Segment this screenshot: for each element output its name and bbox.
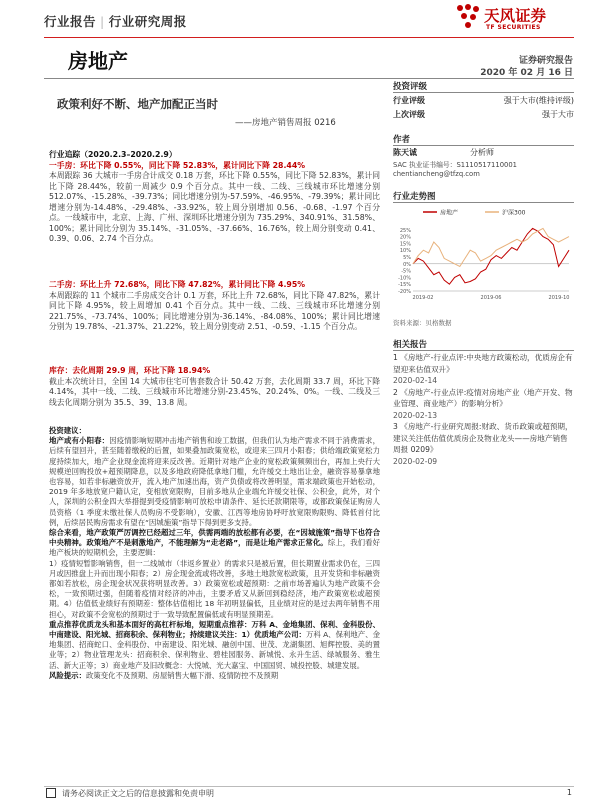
related-item-date: 2020-02-13 — [393, 410, 438, 420]
author-name: 陈天诚 — [393, 148, 417, 157]
investment-paragraph-2 — [49, 528, 380, 559]
y-tick-label: -20% — [398, 289, 411, 295]
rating-value-previous: 强于大市 — [542, 110, 574, 119]
investment-p1-body: 因疫情影响短期冲击地产销售和竣工数据，但我们认为地产需求不同于消费需求，后续有望回升，甚至随着缴税的后置，如果叠加政策宽松，或迎来三四月小阳春；供给端政策宽松力度持续加大，地产企业现金流将迎来反改善。近期针对地产企业的宽松政策频频出台，再加上央行大规模逆回购投放+超预期降息，以及多地政府降低拿地门槛，允许缓交土地出让金，融资容易暴拿地也容易，如若非标融资放开，流入地产加速出海，资产负债或将改善明显，需求端政策也开始松动，2019 年多地放宽户籍认定，变相放宽限购，目前多地从企业端允许缓交社保、公积金，此外，对个人，深圳的公积金四大举措提到受疫情影响可放松申请条件、延长还款期限等，或都政策保证购房人员资格（1 季度未缴社保人员购房不受影响），安徽、江西等地房协呼吁放宽限购限购、降低首付比例，后续居民购房需求有望在“因城施策”指导下得到更多支持。 — [49, 436, 380, 527]
title-divider — [44, 78, 574, 79]
rating-row-previous — [393, 109, 574, 121]
rating-label-current: 行业评级 — [393, 96, 425, 105]
series-line — [413, 228, 569, 266]
new-home-paragraph: 本周跟踪 36 大城市一手房合计成交 0.18 万套，环比下降 0.55%，同比下降 52.83%，累计同比下降 28.44%，较前一周减少 0.9 个百分点。其中一线、二线、三线城市环比增速分别 512.07%、-15.28%、-39.73%；同比增速分别为-57.59%、-46.95%、-79.39%；累计同比增速分别为-14.48%、-29.48%、-33.92%，较上周分别增加 0.56、-0.68、-1.97 个百分点。一线城市中，北京、上海、广州、深圳环比增速分别为 735.29%、340.91%、31.58%、100%；累计同比分别为 35.14%、-31.05%、-37.66%、16.76%，较上周分别变动 0.41、0.39、0.06、2.74 个百分点。 — [49, 171, 380, 243]
x-tick-label: 2019-02 — [412, 295, 434, 301]
tf-logo-icon — [455, 3, 481, 33]
related-item[interactable] — [393, 352, 574, 387]
inventory-section — [49, 366, 380, 408]
second-hand-section — [49, 280, 380, 333]
author-role: 分析师 — [470, 148, 494, 157]
related-item[interactable] — [393, 421, 574, 467]
report-date: 2020 年 02 月 16 日 — [480, 68, 573, 78]
report-subtype: 行业研究周报 — [108, 14, 187, 29]
rating-heading: 投资评级 — [393, 82, 428, 92]
trend-chart — [393, 205, 574, 305]
investment-paragraph-1 — [49, 436, 380, 528]
rating-divider — [393, 92, 574, 93]
related-item[interactable] — [393, 387, 574, 422]
investment-p2-body: 综上，我们看好地产板块的短期机会，主要逻辑： — [49, 538, 380, 558]
header-divider — [44, 37, 574, 38]
y-tick-label: -15% — [398, 282, 411, 289]
tracking-section — [49, 150, 380, 245]
investment-p4-body: 万科 A、保利地产、金地集团、招商蛇口、金科股份、中南建设、阳光城、融创中国、世茂、龙湖集团、旭辉控股、美的置业等；2）物业管理龙头：招商积余、保利物业、碧桂园服务、新城悦、永升生活、绿城服务、雅生活、新大正等；3）商业地产及旧改概念：大悦城、光大嘉宝、中国国贸、城投控股、城建发展。 — [49, 630, 381, 670]
report-type: 行业报告 — [44, 14, 97, 29]
y-tick-label: 15% — [399, 241, 411, 248]
y-tick-label: 5% — [403, 255, 411, 261]
author-divider — [393, 145, 574, 146]
new-home-summary: 一手房：环比下降 0.55%，同比下降 52.83%，累计同比下降 28.44% — [49, 160, 306, 170]
page-number: 1 — [566, 788, 572, 797]
inventory-summary: 库存：去化周期 29.9 周，环比下降 18.94% — [49, 366, 211, 375]
risk-lead: 风险提示： — [49, 670, 86, 680]
y-tick-label: 25% — [399, 227, 411, 234]
chart-source: 资料来源：贝格数据 — [393, 319, 452, 327]
y-tick-label: 0% — [403, 261, 411, 268]
rating-label-previous: 上次评级 — [393, 110, 425, 119]
y-tick-label: 10% — [399, 248, 411, 255]
related-item-date: 2020-02-09 — [393, 456, 438, 466]
related-item-date: 2020-02-14 — [393, 376, 438, 385]
y-tick-label: -5% — [401, 268, 411, 275]
author-email[interactable]: chentiancheng@tfzq.com — [393, 170, 480, 178]
investment-p4-lead: 重点推荐优质龙头和基本面好的高杠杆标地，短期重点推荐：万科 A、金地集团、保利、金科股份、中南建设、阳光城、招商积余、保利物业；持续建议关注：1）优质地产公司： — [49, 619, 380, 640]
investment-heading: 投资建议： — [49, 426, 86, 435]
report-title: 政策利好不断、地产加配正当时 — [57, 97, 218, 111]
report-category — [44, 12, 187, 30]
investment-section — [49, 426, 380, 681]
investment-paragraph-3: 1）疫情短暂影响销售，但一二线城市（非返乡置业）的需求只是被后置，但长期置业需求仍在，三四月或因推盘上升而出现小阳春；2）房企现金流或将改善，多地土地款宽松政策，且开发贷和非标融资都如若放松，房企现金状况获将明显改善。3）政策宽松或超预期：之前市场普遍认为地产政策不会松，一致预期过强，但随着疫情对经济的冲击，主要矛盾又从新回到稳经济，地产政策宽松或超预期。4）估值低业绩好有预期差：整体估值相比 18 年初明显偏低，且业绩对应的是过去两年销售不用担心，对政策不会宽松的预期过于一致导致配置偏低或有明显预期差。 — [49, 558, 380, 619]
related-item-title[interactable]: 2 《房地产-行业点评:疫情对房地产业（地产开发、物业管理、商业地产）的影响分析》 — [393, 387, 573, 408]
x-tick-label: 2019-06 — [480, 295, 502, 301]
tracking-heading: 行业追踪（2020.2.3–2020.2.9） — [49, 150, 177, 159]
x-tick-label: 2019-10 — [548, 295, 570, 301]
sector-title: 房地产 — [68, 49, 128, 73]
second-hand-paragraph: 本周跟踪的 11 个城市二手房成交合计 0.1 万套，环比上升 72.68%，同比下降 47.82%，累计同比下降 4.95%，较上周增加 0.41 个百分点。其中一线、二线、三线城市环比增速分别 221.75%、-73.74%、100%；同比增速分别为-36.14%、-84.08%、100%；累计同比增速分别为 19.78%、-21.37%、21.22%，较上周分别变动 2.51、-0.59、-1.15 个百分点。 — [49, 290, 380, 331]
risk-body: 政策变化不及预期、房屋销售大幅下滑、疫情防控不及预期 — [85, 670, 279, 680]
investment-paragraph-4 — [49, 620, 380, 671]
y-tick-label: -10% — [398, 275, 411, 282]
risk-paragraph — [49, 671, 380, 681]
author-heading: 作者 — [393, 135, 411, 145]
related-item-title[interactable]: 3 《房地产-行业研究周报:财政、货币政策或超预期，建议关注低估值优质房企及物业龙头——房地产销售周报 0209》 — [393, 422, 573, 454]
inventory-paragraph: 截止本次统计日，全国 14 大城市住宅可售套数合计 50.42 万套，去化周期 33.7 周，环比下降 4.14%，其中一线、二线、三线城市环比增速分别-23.45%、20.24%、0%。一线、二线及三线去化周期分别为 35.5、39、13.8 周。 — [49, 376, 380, 407]
report-kind: 证券研究报告 — [518, 56, 573, 66]
brand-name: 天风证券 — [484, 7, 547, 25]
legend-label: 沪深300 — [502, 209, 526, 217]
second-hand-summary: 二手房：环比上升 72.68%，同比下降 47.82%，累计同比下降 4.95% — [49, 280, 306, 289]
y-tick-label: 20% — [399, 234, 411, 241]
investment-p2-lead: 综合来看，地产政策严厉调控已经超过三年，供需两端的放松都有必要，在“因城施策”指导下也符合中央精神。政策地产不是刺激地产，不能理解为“走老路”，而是让地产需求正常化。 — [49, 528, 380, 548]
related-item-title[interactable]: 1 《房地产-行业点评:中央地方政策松动，优质房企有望迎来估值双升》 — [393, 353, 573, 374]
report-subtitle: ——房地产销售周报 0216 — [235, 118, 336, 128]
series-line — [413, 228, 569, 284]
footer-disclaimer: 请务必阅读正文之后的信息披露和免责申明 — [62, 789, 214, 798]
rating-value-current: 强于大市(维持评级) — [503, 96, 574, 105]
legend-label: 房地产 — [440, 209, 459, 217]
related-list — [393, 352, 574, 467]
header-separator: | — [100, 14, 105, 29]
related-heading: 相关报告 — [393, 340, 428, 350]
trend-heading: 行业走势图 — [393, 192, 436, 202]
investment-p1-lead: 地产或有小阳春： — [49, 436, 110, 446]
footer-divider — [44, 786, 574, 787]
related-divider — [393, 350, 574, 351]
author-sac: SAC 执业证书编号：S1110517110001 — [393, 161, 517, 169]
rating-row-current — [393, 95, 574, 107]
brand-name-en: TF SECURITIES — [486, 24, 541, 31]
qr-code-icon — [46, 788, 56, 798]
trend-divider — [393, 202, 574, 203]
